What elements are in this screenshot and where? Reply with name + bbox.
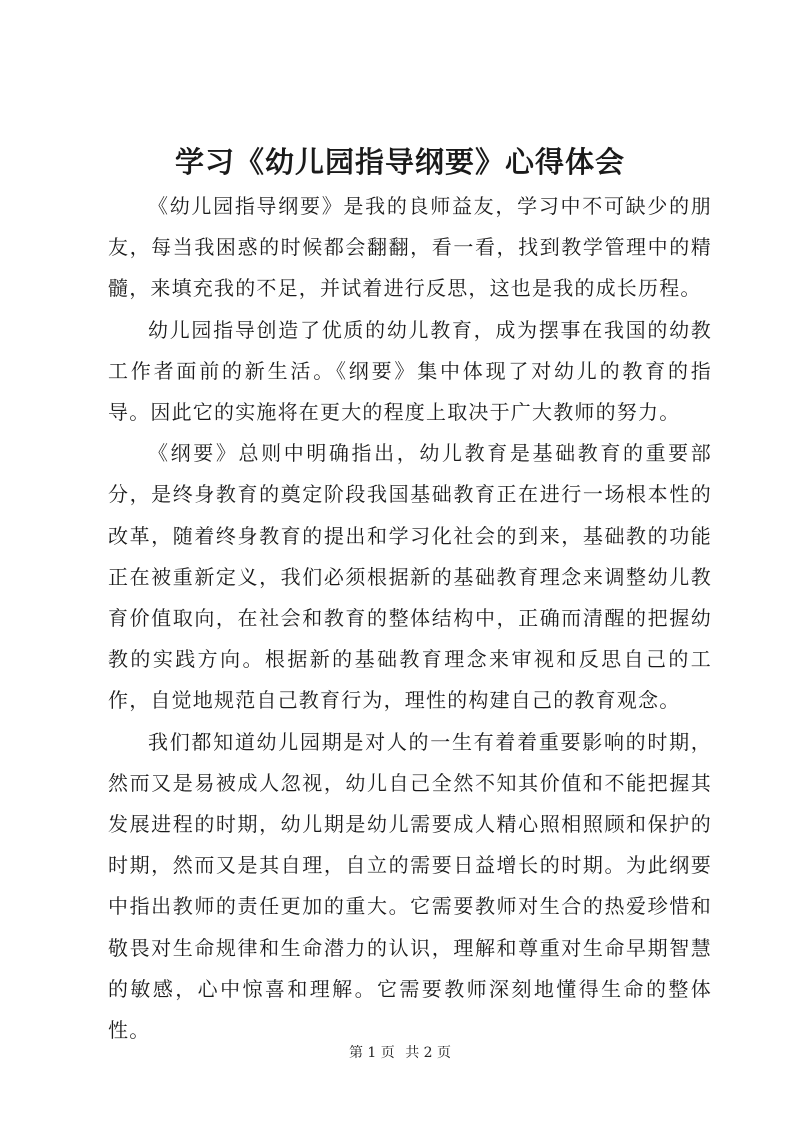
page-total: 共 2 页 xyxy=(405,1045,452,1061)
paragraph: 《纲要》总则中明确指出，幼儿教育是基础教育的重要部分，是终身教育的奠定阶段我国基础教育正在进行一场根本性的改革，随着终身教育的提出和学习化社会的到来，基础教的功能正在被重新定义，我们必须根据新的基础教育理念来调整幼儿教育价值取向，在社会和教育的整体结构中，正确而清醒的把握幼教的实践方向。根据新的基础教育理念来审视和反思自己的工作，自觉地规范自己教育行为，理性的构建自己的教育观念。 xyxy=(108,441,712,713)
page-number: 第 1 页 xyxy=(348,1045,395,1061)
paragraph: 我们都知道幼儿园期是对人的一生有着着重要影响的时期，然而又是易被成人忽视，幼儿自己全然不知其价值和不能把握其发展进程的时期，幼儿期是幼儿需要成人精心照相照顾和保护的时期，然而又是其自理，自立的需要日益增长的时期。为此纲要中指出教师的责任更加的重大。它需要教师对生合的热爱珍惜和敬畏对生命规律和生命潜力的认识，理解和尊重对生命早期智慧的敏感，心中惊喜和理解。它需要教师深刻地懂得生命的整体性。 xyxy=(108,729,712,1043)
document-body xyxy=(108,186,712,1051)
paragraph: 幼儿园指导创造了优质的幼儿教育，成为摆事在我国的幼教工作者面前的新生活。《纲要》集中体现了对幼儿的教育的指导。因此它的实施将在更大的程度上取决于广大教师的努力。 xyxy=(108,317,712,425)
paragraph: 《幼儿园指导纲要》是我的良师益友，学习中不可缺少的朋友，每当我困惑的时候都会翻翻，看一看，找到教学管理中的精髓，来填充我的不足，并试着进行反思，这也是我的成长历程。 xyxy=(108,194,712,301)
document-title: 学习《幼儿园指导纲要》心得体会 xyxy=(174,145,625,179)
page-footer xyxy=(0,1043,800,1063)
